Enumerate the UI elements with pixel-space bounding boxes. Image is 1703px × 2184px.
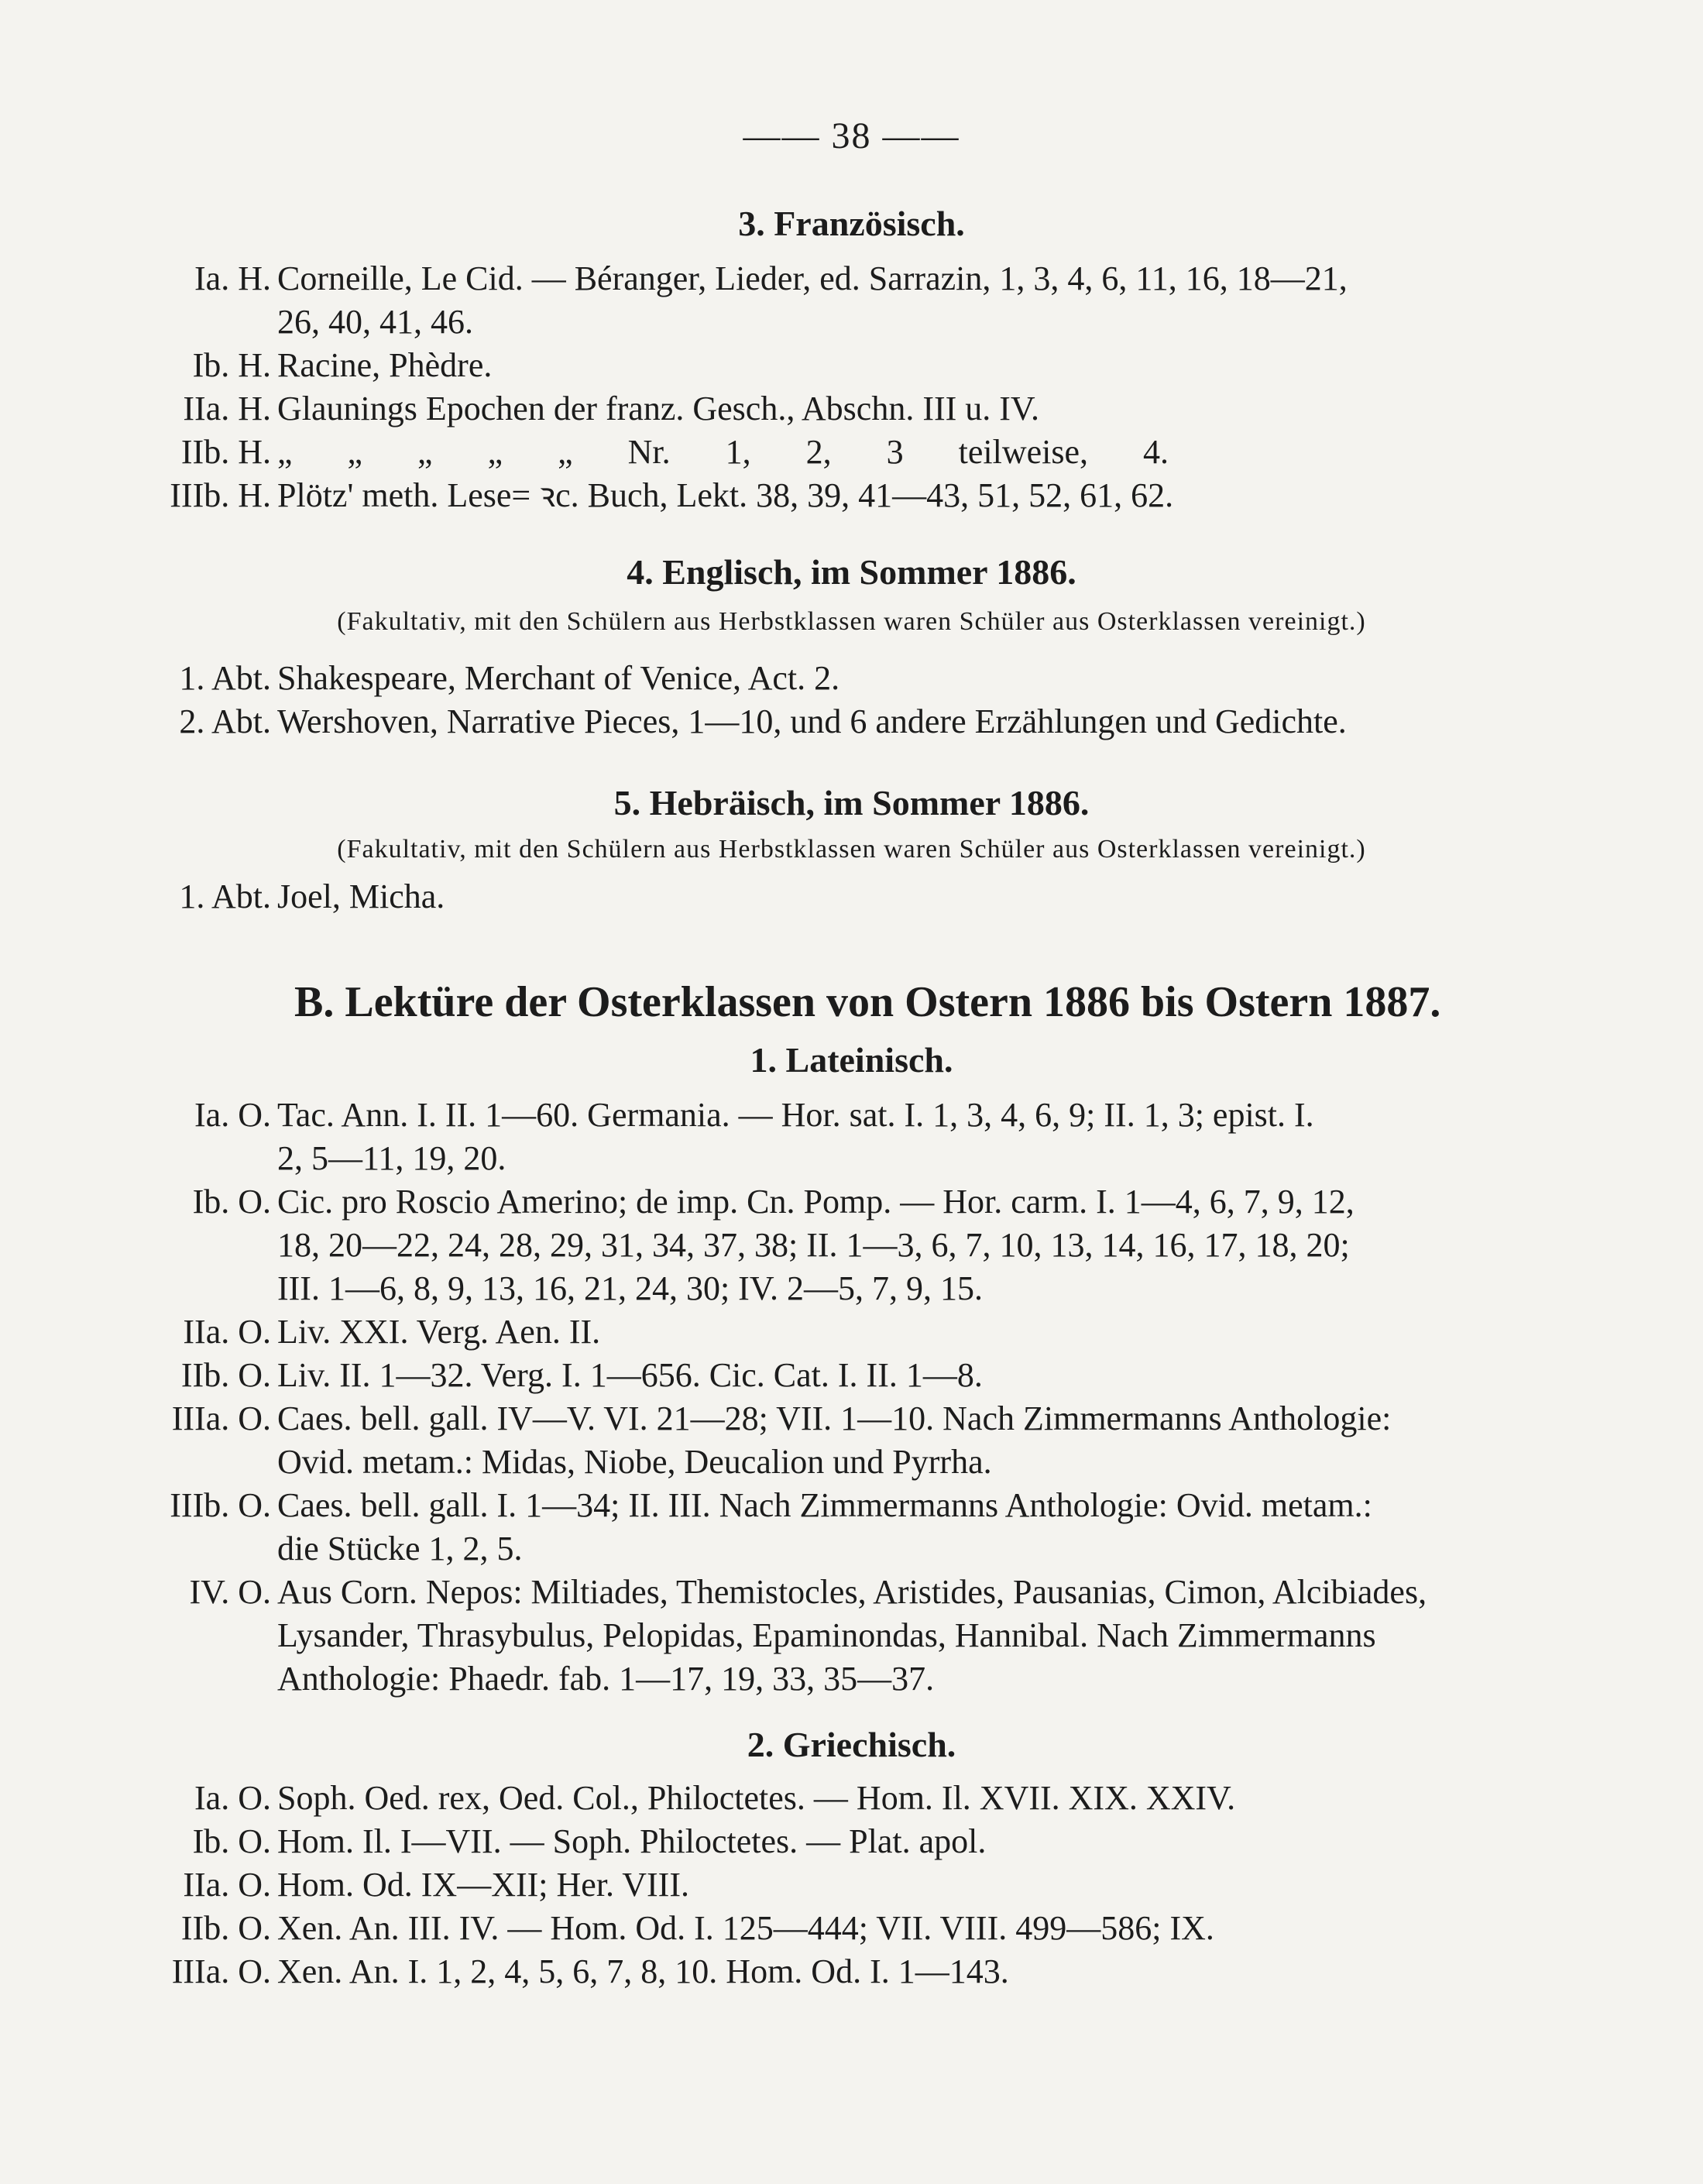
reading-text: Caes. bell. gall. IV—V. VI. 21—28; VII. 1—10. Nach Zimmermanns Anthologie: bbox=[277, 1399, 1392, 1437]
class-label: IIIb. H. bbox=[170, 476, 271, 514]
reading-text: 2, 5—11, 19, 20. bbox=[277, 1139, 506, 1177]
list-item bbox=[0, 1354, 1703, 1397]
class-label: IIb. O. bbox=[180, 1356, 271, 1394]
reading-text: Aus Corn. Nepos: Miltiades, Themistocles, Aristides, Pausanias, Cimon, Alcibiades, bbox=[277, 1573, 1427, 1611]
reading-text: Anthologie: Phaedr. fab. 1—17, 19, 33, 35—37. bbox=[277, 1660, 935, 1698]
reading-text: Liv. II. 1—32. Verg. I. 1—656. Cic. Cat. I. II. 1—8. bbox=[277, 1356, 983, 1394]
reading-text: Cic. pro Roscio Amerino; de imp. Cn. Pomp. — Hor. carm. I. 1—4, 6, 7, 9, 12, bbox=[277, 1183, 1355, 1221]
list-item bbox=[0, 1397, 1703, 1441]
class-label: IIa. O. bbox=[183, 1866, 271, 1904]
page-number: —— 38 —— bbox=[743, 115, 960, 156]
list-item-continuation bbox=[0, 1527, 1703, 1571]
reading-text: Xen. An. I. 1, 2, 4, 5, 6, 7, 8, 10. Hom. Od. I. 1—143. bbox=[277, 1952, 1009, 1990]
list-item bbox=[0, 1094, 1703, 1137]
section-heading-greek: 2. Griechisch. bbox=[747, 1725, 956, 1764]
class-label: IIb. H. bbox=[180, 433, 271, 471]
reading-text: Joel, Micha. bbox=[277, 877, 445, 915]
list-item-continuation bbox=[0, 1224, 1703, 1267]
reading-text: Xen. An. III. IV. — Hom. Od. I. 125—444; VII. VIII. 499—586; IX. bbox=[277, 1909, 1214, 1947]
list-item bbox=[0, 344, 1703, 387]
class-label: Ib. O. bbox=[192, 1183, 271, 1221]
list-item bbox=[0, 474, 1703, 517]
section-note: (Fakultativ, mit den Schülern aus Herbstklassen waren Schüler aus Osterklassen vereinigt.) bbox=[337, 607, 1366, 636]
class-label: IIIa. O. bbox=[171, 1952, 271, 1990]
reading-text: Hom. Od. IX—XII; Her. VIII. bbox=[277, 1866, 689, 1904]
list-item bbox=[0, 1950, 1703, 1993]
reading-text: Hom. Il. I—VII. — Soph. Philoctetes. — Plat. apol. bbox=[277, 1822, 987, 1860]
reading-text: Soph. Oed. rex, Oed. Col., Philoctetes. — Hom. Il. XVII. XIX. XXIV. bbox=[277, 1779, 1236, 1817]
class-label: Ib. H. bbox=[192, 346, 271, 384]
list-item bbox=[0, 1820, 1703, 1863]
list-item bbox=[0, 700, 1703, 743]
list-item bbox=[0, 657, 1703, 700]
reading-text: Wershoven, Narrative Pieces, 1—10, und 6 andere Erzählungen und Gedichte. bbox=[277, 702, 1347, 740]
class-label: Ib. O. bbox=[192, 1822, 271, 1860]
reading-text: Shakespeare, Merchant of Venice, Act. 2. bbox=[277, 659, 840, 697]
list-item bbox=[0, 875, 1703, 919]
list-item-continuation bbox=[0, 1137, 1703, 1180]
reading-text: Tac. Ann. I. II. 1—60. Germania. — Hor. sat. I. 1, 3, 4, 6, 9; II. 1, 3; epist. I. bbox=[277, 1096, 1314, 1134]
reading-text: Corneille, Le Cid. — Béranger, Lieder, ed. Sarrazin, 1, 3, 4, 6, 11, 16, 18—21, bbox=[277, 259, 1348, 297]
class-label: IIIa. O. bbox=[171, 1399, 271, 1437]
list-item bbox=[0, 1180, 1703, 1224]
reading-text: Racine, Phèdre. bbox=[277, 346, 493, 384]
class-label: IIIb. O. bbox=[170, 1486, 271, 1524]
list-item bbox=[0, 431, 1703, 474]
section-heading-hebrew: 5. Hebräisch, im Sommer 1886. bbox=[613, 783, 1090, 822]
section-heading-latin: 1. Lateinisch. bbox=[750, 1040, 953, 1080]
list-item-continuation bbox=[0, 1657, 1703, 1701]
part-b-heading: B. Lektüre der Osterklassen von Ostern 1886 bis Ostern 1887. bbox=[294, 978, 1441, 1026]
class-label: IIb. O. bbox=[180, 1909, 271, 1947]
section-heading-french: 3. Französisch. bbox=[738, 204, 965, 243]
reading-text: Caes. bell. gall. I. 1—34; II. III. Nach Zimmermanns Anthologie: Ovid. metam.: bbox=[277, 1486, 1372, 1524]
list-item bbox=[0, 1863, 1703, 1907]
reading-text: Lysander, Thrasybulus, Pelopidas, Epaminondas, Hannibal. Nach Zimmermanns bbox=[277, 1616, 1376, 1654]
list-item bbox=[0, 1571, 1703, 1614]
list-item-continuation bbox=[0, 1614, 1703, 1657]
class-label: 1. Abt. bbox=[179, 877, 271, 915]
class-label: IIa. O. bbox=[183, 1313, 271, 1351]
list-item bbox=[0, 387, 1703, 431]
list-item bbox=[0, 257, 1703, 300]
reading-text: die Stücke 1, 2, 5. bbox=[277, 1530, 523, 1568]
class-label: Ia. H. bbox=[194, 259, 271, 297]
reading-text: III. 1—6, 8, 9, 13, 16, 21, 24, 30; IV. 2—5, 7, 9, 15. bbox=[277, 1269, 983, 1307]
class-label: IV. O. bbox=[189, 1573, 271, 1611]
list-item bbox=[0, 1907, 1703, 1950]
reading-text: Ovid. metam.: Midas, Niobe, Deucalion und Pyrrha. bbox=[277, 1443, 992, 1481]
section-heading-english: 4. Englisch, im Sommer 1886. bbox=[627, 552, 1076, 592]
reading-text: Liv. XXI. Verg. Aen. II. bbox=[277, 1313, 601, 1351]
class-label: 1. Abt. bbox=[179, 659, 271, 697]
list-item bbox=[0, 1310, 1703, 1354]
list-item-continuation bbox=[0, 300, 1703, 344]
list-item bbox=[0, 1777, 1703, 1820]
class-label: IIa. H. bbox=[183, 390, 271, 428]
list-item-continuation bbox=[0, 1441, 1703, 1484]
list-item-continuation bbox=[0, 1267, 1703, 1310]
reading-text: Glaunings Epochen der franz. Gesch., Abschn. III u. IV. bbox=[277, 390, 1040, 428]
reading-text: Plötz' meth. Lese= ꝛc. Buch, Lekt. 38, 39, 41—43, 51, 52, 61, 62. bbox=[277, 476, 1174, 514]
class-label: Ia. O. bbox=[194, 1096, 271, 1134]
class-label: 2. Abt. bbox=[179, 702, 271, 740]
class-label: Ia. O. bbox=[194, 1779, 271, 1817]
reading-text: 26, 40, 41, 46. bbox=[277, 303, 473, 341]
section-note: (Fakultativ, mit den Schülern aus Herbstklassen waren Schüler aus Osterklassen vereinigt.) bbox=[337, 835, 1366, 864]
reading-text: 18, 20—22, 24, 28, 29, 31, 34, 37, 38; II. 1—3, 6, 7, 10, 13, 14, 16, 17, 18, 20; bbox=[277, 1226, 1350, 1264]
reading-text: „ „ „ „ „ Nr. 1, 2, 3 teilweise, 4. bbox=[277, 433, 1169, 471]
list-item bbox=[0, 1484, 1703, 1527]
